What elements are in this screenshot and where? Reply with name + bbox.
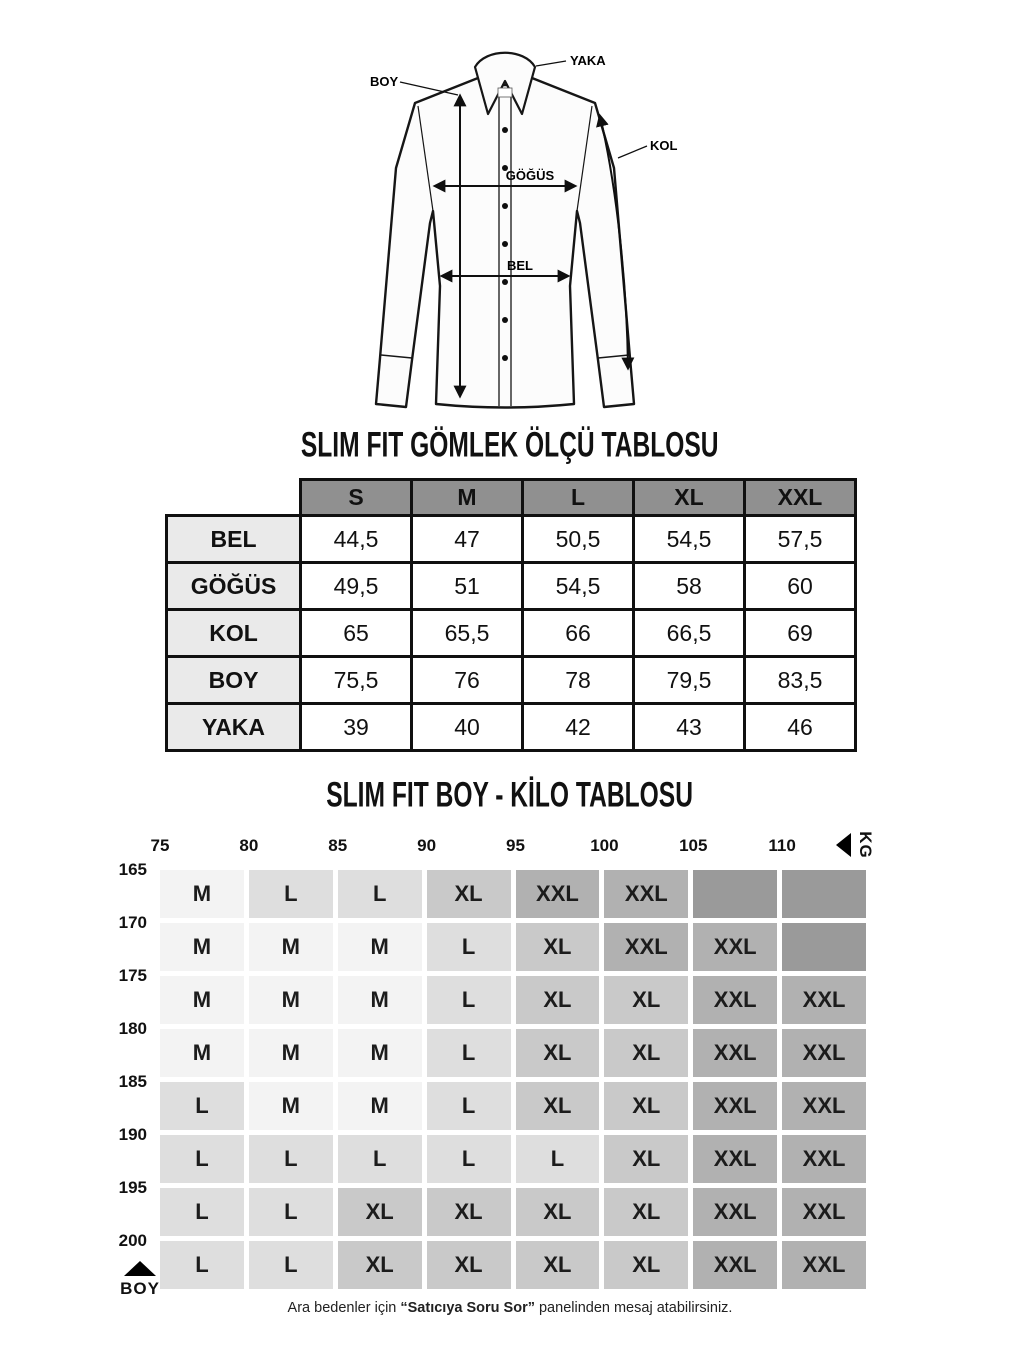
size-cell: M — [160, 1029, 244, 1077]
size-cell: M — [160, 870, 244, 918]
boy-axis-label — [112, 1261, 168, 1299]
boy-tick: 190 — [118, 1125, 147, 1144]
measure-value-cell: 78 — [523, 657, 634, 704]
button-icon — [502, 127, 508, 133]
size-cell: M — [249, 976, 333, 1024]
size-cell: L — [516, 1135, 600, 1183]
size-column-header: XXL — [745, 480, 856, 516]
boy-tick: 165 — [118, 860, 147, 879]
shirt-diagram-svg — [300, 18, 700, 433]
size-cell: XXL — [693, 1241, 777, 1289]
size-cell: XXL — [782, 976, 866, 1024]
size-cell: M — [160, 923, 244, 971]
measure-value-cell: 57,5 — [745, 516, 856, 563]
size-cell: XL — [516, 1188, 600, 1236]
size-cell: L — [427, 1082, 511, 1130]
measure-value-cell: 75,5 — [301, 657, 412, 704]
size-cell: L — [249, 1241, 333, 1289]
size-cell: XXL — [693, 923, 777, 971]
size-cell: XXL — [693, 976, 777, 1024]
button-icon — [502, 241, 508, 247]
measure-value-cell: 58 — [634, 563, 745, 610]
yaka-label: YAKA — [570, 53, 606, 68]
kol-label: KOL — [650, 138, 678, 153]
kg-tick: 95 — [506, 836, 525, 855]
kol-pointer-line — [618, 146, 647, 158]
size-cell: L — [249, 1188, 333, 1236]
kg-tick: 85 — [328, 836, 348, 855]
button-icon — [502, 355, 508, 361]
size-cell: XL — [604, 1135, 688, 1183]
height-weight-grid — [160, 870, 866, 1289]
size-column-header: S — [301, 480, 412, 516]
kg-arrow-left-icon — [836, 833, 851, 857]
kg-tick: 110 — [768, 836, 796, 855]
size-cell: XL — [338, 1188, 422, 1236]
boy-tick: 185 — [118, 1072, 147, 1091]
size-cell: XL — [516, 1029, 600, 1077]
boy-label: BOY — [370, 74, 399, 89]
size-cell: L — [249, 870, 333, 918]
height-weight-title-text: SLIM FIT BOY - KİLO TABLOSU — [326, 775, 694, 815]
size-column-header: M — [412, 480, 523, 516]
size-cell: XL — [516, 923, 600, 971]
size-cell: XXL — [782, 1241, 866, 1289]
size-cell: L — [427, 976, 511, 1024]
kg-axis — [150, 836, 872, 856]
size-cell: XL — [516, 1082, 600, 1130]
size-cell: XXL — [693, 1029, 777, 1077]
height-weight-title — [0, 775, 1020, 815]
size-cell: XXL — [604, 870, 688, 918]
measure-table-wrap — [165, 478, 857, 752]
footer-text-prefix: Ara bedenler için — [287, 1300, 401, 1316]
size-cell: XL — [516, 976, 600, 1024]
size-cell: L — [160, 1241, 244, 1289]
measure-value-cell: 44,5 — [301, 516, 412, 563]
empty-cell — [693, 870, 777, 918]
button-icon — [502, 317, 508, 323]
size-cell: XL — [604, 1241, 688, 1289]
size-cell: XL — [604, 1188, 688, 1236]
boy-tick: 180 — [118, 1019, 147, 1038]
measure-table-title-text: SLIM FIT GÖMLEK ÖLÇÜ TABLOSU — [301, 425, 719, 465]
size-cell: L — [427, 1029, 511, 1077]
measure-value-cell: 49,5 — [301, 563, 412, 610]
shirt-measurement-diagram — [300, 18, 700, 433]
size-cell: XXL — [693, 1135, 777, 1183]
size-cell: M — [338, 1029, 422, 1077]
size-cell: XL — [338, 1241, 422, 1289]
measure-value-cell: 50,5 — [523, 516, 634, 563]
measure-value-cell: 51 — [412, 563, 523, 610]
size-cell: XXL — [782, 1188, 866, 1236]
empty-cell — [782, 870, 866, 918]
measure-row — [167, 563, 856, 610]
measure-row — [167, 657, 856, 704]
measure-value-cell: 66,5 — [634, 610, 745, 657]
button-icon — [502, 203, 508, 209]
measure-value-cell: 83,5 — [745, 657, 856, 704]
kg-tick: 90 — [417, 836, 437, 855]
footer-bold-text: “Satıcıya Soru Sor” — [400, 1300, 535, 1316]
size-cell: M — [338, 976, 422, 1024]
measure-value-cell: 65,5 — [412, 610, 523, 657]
measure-value-cell: 46 — [745, 704, 856, 751]
size-cell: XXL — [516, 870, 600, 918]
measure-value-cell: 40 — [412, 704, 523, 751]
size-column-header: XL — [634, 480, 745, 516]
bel-label: BEL — [507, 258, 533, 273]
footer-note — [0, 1300, 1020, 1316]
measure-row-label: BOY — [167, 657, 301, 704]
boy-arrow-up-icon — [124, 1261, 156, 1276]
size-cell: L — [338, 870, 422, 918]
size-cell: M — [249, 1029, 333, 1077]
measure-value-cell: 65 — [301, 610, 412, 657]
size-cell: L — [160, 1135, 244, 1183]
measure-table-title — [0, 425, 1020, 465]
measure-value-cell: 54,5 — [523, 563, 634, 610]
kg-axis-label-text: KG — [855, 831, 875, 859]
size-cell: M — [249, 923, 333, 971]
size-cell: L — [427, 923, 511, 971]
kg-tick: 100 — [590, 836, 619, 855]
boy-axis — [103, 860, 147, 1295]
boy-axis-label-text: BOY — [120, 1279, 160, 1298]
size-cell: M — [338, 1082, 422, 1130]
size-cell: XL — [427, 1241, 511, 1289]
measure-value-cell: 42 — [523, 704, 634, 751]
size-cell: XL — [604, 1082, 688, 1130]
measure-row-label: BEL — [167, 516, 301, 563]
size-cell: XL — [604, 1029, 688, 1077]
size-cell: XXL — [693, 1082, 777, 1130]
size-cell: M — [249, 1082, 333, 1130]
measure-table-corner — [167, 480, 301, 516]
size-cell: M — [160, 976, 244, 1024]
measure-value-cell: 54,5 — [634, 516, 745, 563]
measure-table-header-row — [167, 480, 856, 516]
size-measure-table — [165, 478, 857, 752]
measure-value-cell: 79,5 — [634, 657, 745, 704]
footer-text-suffix: panelinden mesaj atabilirsiniz. — [534, 1300, 733, 1316]
size-cell: L — [249, 1135, 333, 1183]
measure-value-cell: 76 — [412, 657, 523, 704]
measure-row — [167, 704, 856, 751]
size-cell: L — [160, 1082, 244, 1130]
size-cell: XXL — [604, 923, 688, 971]
size-column-header: L — [523, 480, 634, 516]
size-cell: XXL — [782, 1029, 866, 1077]
empty-cell — [782, 923, 866, 971]
boy-tick: 175 — [118, 966, 147, 985]
size-cell: L — [160, 1188, 244, 1236]
boy-tick: 200 — [118, 1231, 147, 1250]
kg-axis-label — [836, 831, 879, 859]
size-cell: L — [427, 1135, 511, 1183]
kg-tick: 80 — [239, 836, 259, 855]
size-cell: XL — [427, 870, 511, 918]
measure-row-label: YAKA — [167, 704, 301, 751]
size-cell: L — [338, 1135, 422, 1183]
kg-tick: 75 — [150, 836, 170, 855]
measure-row-label: GÖĞÜS — [167, 563, 301, 610]
size-cell: XXL — [782, 1082, 866, 1130]
size-cell: M — [338, 923, 422, 971]
measure-row — [167, 516, 856, 563]
measure-value-cell: 60 — [745, 563, 856, 610]
yaka-pointer-line — [536, 61, 566, 66]
kg-tick: 105 — [679, 836, 708, 855]
measure-value-cell: 47 — [412, 516, 523, 563]
boy-tick: 170 — [118, 913, 147, 932]
size-cell: XL — [516, 1241, 600, 1289]
boy-tick: 195 — [118, 1178, 147, 1197]
measure-value-cell: 39 — [301, 704, 412, 751]
size-cell: XL — [427, 1188, 511, 1236]
measure-row — [167, 610, 856, 657]
measure-row-label: KOL — [167, 610, 301, 657]
measure-value-cell: 43 — [634, 704, 745, 751]
gogus-label: GÖĞÜS — [505, 168, 555, 183]
size-cell: XXL — [693, 1188, 777, 1236]
measure-value-cell: 66 — [523, 610, 634, 657]
measure-value-cell: 69 — [745, 610, 856, 657]
size-cell: XXL — [782, 1135, 866, 1183]
button-icon — [502, 279, 508, 285]
brand-label — [498, 88, 512, 97]
size-cell: XL — [604, 976, 688, 1024]
